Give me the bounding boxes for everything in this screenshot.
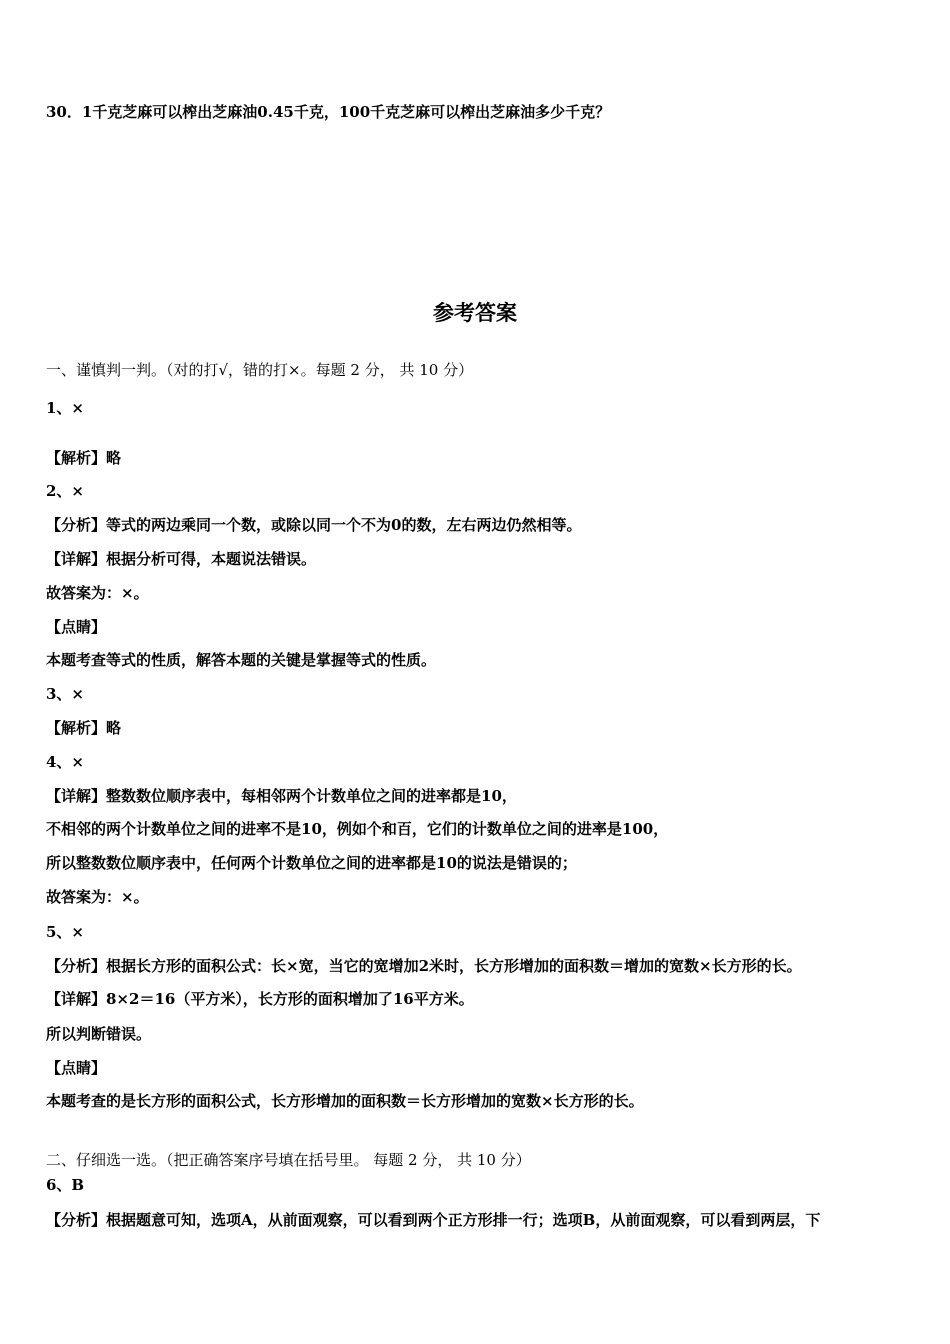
answer-line: 【分析】根据长方形的面积公式：长×宽，当它的宽增加2米时，长方形增加的面积数＝增加的宽数×长方形的长。 — [46, 957, 802, 975]
answer-line: 【详解】根据分析可得，本题说法错误。 — [46, 550, 317, 568]
answer-line: 6、B — [46, 1176, 85, 1194]
answer-line: 【点睛】 — [46, 1059, 107, 1077]
answer-line: 所以判断错误。 — [46, 1025, 152, 1043]
answer-line: 1、× — [46, 399, 85, 417]
answer-line: 本题考查的是长方形的面积公式，长方形增加的面积数＝长方形增加的宽数×长方形的长。 — [46, 1092, 644, 1110]
answer-line: 【点睛】 — [46, 618, 107, 636]
answer-line: 【详解】整数数位顺序表中，每相邻两个计数单位之间的进率都是10， — [46, 787, 517, 805]
answer-line: 不相邻的两个计数单位之间的进率不是10，例如个和百，它们的计数单位之间的进率是100， — [46, 820, 669, 838]
answer-line: 本题考查等式的性质，解答本题的关键是掌握等式的性质。 — [46, 651, 437, 669]
answer-line: 3、× — [46, 685, 85, 703]
answer-line: 所以整数数位顺序表中，任何两个计数单位之间的进率都是10的说法是错误的； — [46, 854, 577, 872]
answer-line: 【分析】等式的两边乘同一个数，或除以同一个不为0的数，左右两边仍然相等。 — [46, 516, 582, 534]
answer-line: 2、× — [46, 482, 85, 500]
answer-line: 5、× — [46, 923, 85, 941]
question-30: 30．1千克芝麻可以榨出芝麻油0.45千克，100千克芝麻可以榨出芝麻油多少千克？ — [46, 103, 611, 121]
answer-title: 参考答案 — [433, 301, 517, 325]
section-2-heading: 二、仔细选一选。（把正确答案序号填在括号里。 每题 2 分， 共 10 分） — [46, 1151, 531, 1169]
answer-line: 【分析】根据题意可知，选项A，从前面观察，可以看到两个正方形排一行；选项B，从前面观察，可以看到两层，下 — [46, 1211, 821, 1229]
answer-line: 【解析】略 — [46, 449, 122, 467]
answer-line: 故答案为：×。 — [46, 888, 149, 906]
answer-line: 4、× — [46, 753, 85, 771]
section-1-heading: 一、谨慎判一判。（对的打√，错的打×。每题 2 分， 共 10 分） — [46, 361, 474, 379]
answer-line: 【详解】8×2＝16（平方米），长方形的面积增加了16平方米。 — [46, 990, 474, 1008]
answer-line: 【解析】略 — [46, 719, 122, 737]
answer-line: 故答案为：×。 — [46, 584, 149, 602]
